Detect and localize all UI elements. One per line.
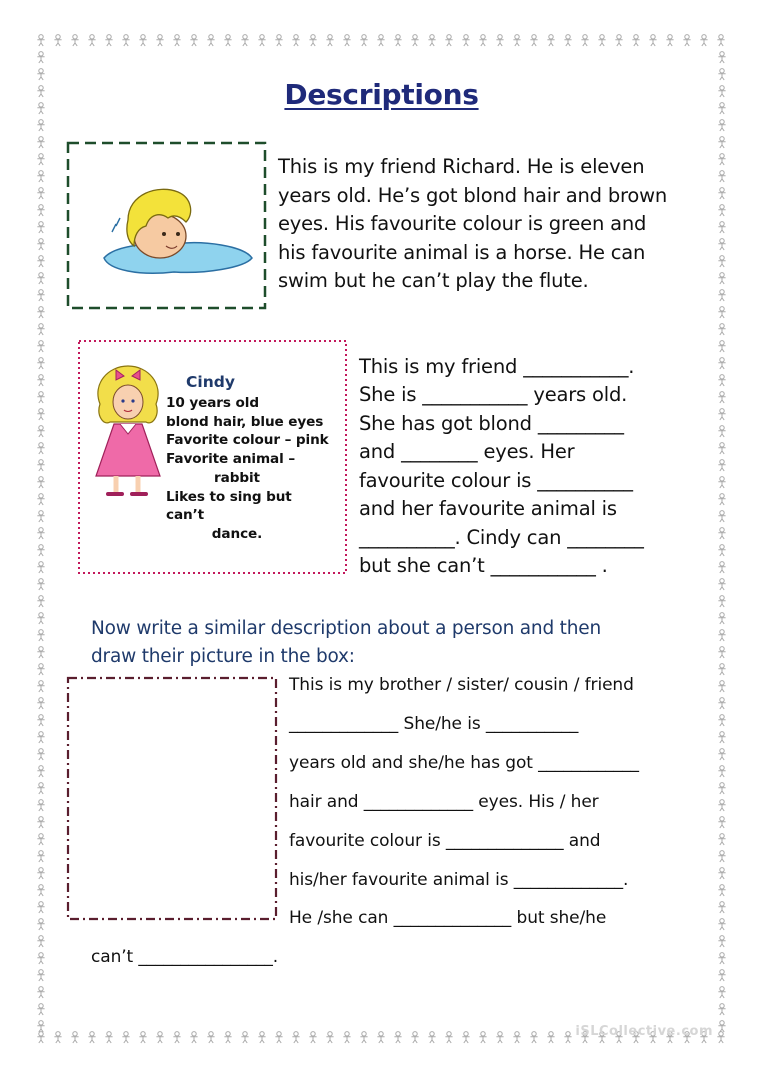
cindy-fact: Favorite animal – <box>166 451 296 468</box>
instruction-line: draw their picture in the box: <box>91 646 355 667</box>
cindy-exercise-line: but she can’t ___________ . <box>359 554 608 577</box>
cindy-exercise-line: She is ___________ years old. <box>359 383 628 406</box>
watermark: iSLCollective.com <box>575 1024 713 1039</box>
writing-exercise-line: years old and she/he has got ____________ <box>289 753 639 773</box>
cindy-name: Cindy <box>186 373 235 391</box>
cindy-exercise-line: and ________ eyes. Her <box>359 440 575 463</box>
writing-exercise-line: He /she can ______________ but she/he <box>289 908 607 928</box>
writing-exercise-line: his/her favourite animal is _____________. <box>289 870 629 890</box>
cindy-fact: rabbit <box>214 469 260 486</box>
drawing-box[interactable] <box>66 676 279 922</box>
cindy-fact: Favorite colour – pink <box>166 432 329 449</box>
cindy-fact: Likes to sing but can’t <box>166 488 292 524</box>
cindy-exercise-line: __________. Cindy can ________ <box>359 526 644 549</box>
richard-text-line: his favourite animal is a horse. He can <box>278 241 646 264</box>
cindy-fact: blond hair, blue eyes <box>166 413 324 430</box>
richard-text-line: swim but he can’t play the flute. <box>278 269 589 292</box>
cindy-fact: dance. <box>211 525 263 542</box>
page-title: Descriptions <box>284 78 479 111</box>
writing-exercise-line: hair and _____________ eyes. His / her <box>289 792 599 812</box>
cindy-exercise-line: She has got blond _________ <box>359 412 624 435</box>
writing-exercise-line: favourite colour is ______________ and <box>289 831 601 851</box>
cindy-exercise-line: favourite colour is __________ <box>359 469 633 492</box>
cindy-exercise-line: and her favourite animal is <box>359 497 617 520</box>
cindy-exercise-line: This is my friend ___________. <box>359 355 635 378</box>
richard-text-line: This is my friend Richard. He is eleven <box>278 155 645 178</box>
swimming-boy-illustration <box>94 180 259 280</box>
richard-text-line: years old. He’s got blond hair and brown <box>278 184 668 207</box>
instruction-line: Now write a similar description about a person and then <box>91 618 601 639</box>
writing-exercise-line: can’t ________________. <box>91 947 279 967</box>
writing-exercise-line: _____________ She/he is ___________ <box>289 714 579 734</box>
cindy-fact: 10 years old <box>166 395 259 411</box>
cindy-facts <box>166 394 332 544</box>
richard-text-line: eyes. His favourite colour is green and <box>278 212 647 235</box>
writing-exercise-line: This is my brother / sister/ cousin / friend <box>289 675 634 695</box>
